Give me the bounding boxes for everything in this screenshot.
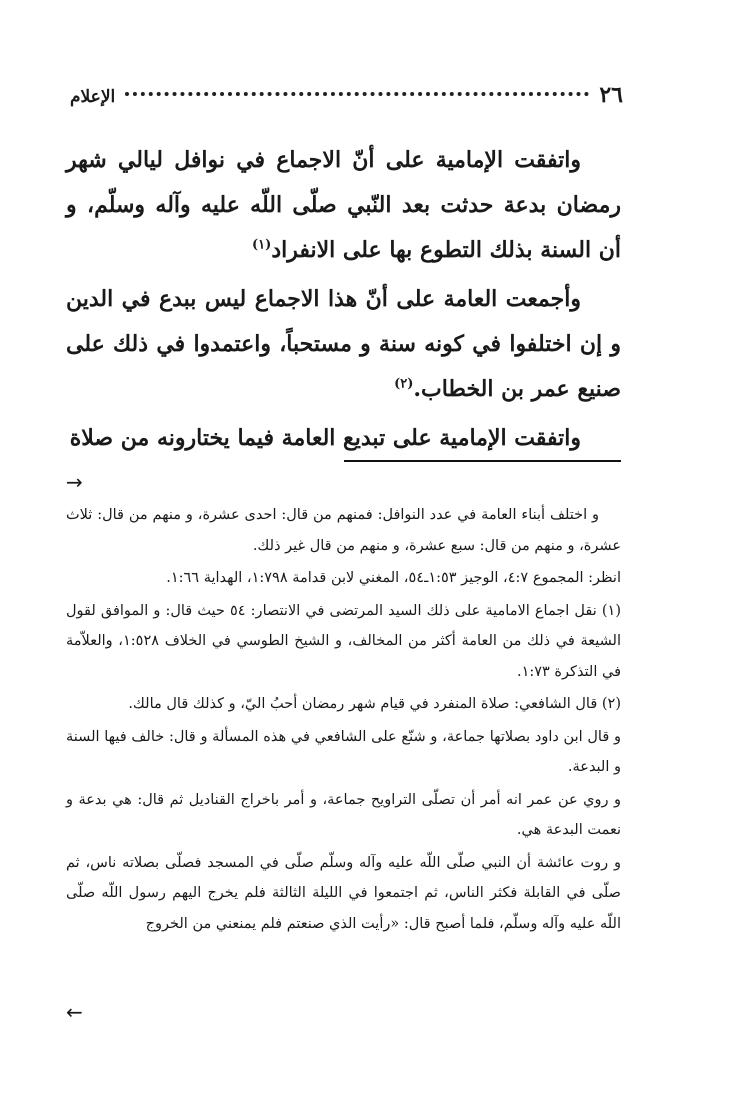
header-dotted-leader (125, 92, 589, 96)
footnote: انظر: المجموع ٤:٧، الوجيز ١:٥٣ـ٥٤، المغني لابن قدامة ١:٧٩٨، الهداية ١:٦٦. (166, 570, 621, 586)
footnote-ref: (٢) (394, 376, 414, 392)
footnote-continued-arrow: → (66, 470, 83, 494)
main-text (66, 138, 621, 465)
page-number: ٢٦ (599, 82, 623, 108)
paragraph-text: وأجمعت العامة على أنّ هذا الاجماع ليس ببدع في الدين و إن اختلفوا في كونه سنة و مستحباً، واعتمدوا في ذلك على صنيع عمر بن الخطاب. (66, 286, 621, 402)
paragraph-text: واتفقت الإمامية على تبديع العامة فيما يختارونه من صلاة (69, 425, 581, 451)
footnotes (66, 500, 621, 941)
paragraph (66, 277, 621, 412)
paragraph (66, 416, 621, 461)
paragraph-text: واتفقت الإمامية على أنّ الاجماع في نوافل ليالي شهر رمضان بدعة حدثت بعد النّبي صلّى اللّه عليه وآله وسلّم، و أن السنة بذلك التطوع بها على الانفراد (66, 147, 621, 263)
paragraph (66, 138, 621, 273)
footnote-separator (344, 460, 621, 462)
running-title: الإعلام (70, 87, 116, 107)
footnote: و روت عائشة أن النبي صلّى اللّه عليه وآله وسلّم صلّى في المسجد فصلّى بصلاته ناس، ثم صلّى في القابلة فكثر الناس، ثم اجتمعوا في الليلة الثالثة فلم يخرج اليهم رسول اللّه صلّى اللّه عليه وآله وسلّم، فلما أصبح قال: «رأيت الذي صنعتم فلم يمنعني من الخروج (66, 854, 621, 932)
footnote: و روي عن عمر انه أمر أن تصلّى التراويح جماعة، و أمر باخراج القناديل ثم قال: هي بدعة و نعمت البدعة هي. (66, 791, 621, 838)
continuation-arrow: ← (66, 1000, 83, 1024)
footnote: و اختلف أبناء العامة في عدد النوافل: فمنهم من قال: احدى عشرة، و منهم من قال: ثلاث عشرة، و منهم من قال: سبع عشرة، و منهم من قال غير ذلك. (66, 507, 621, 554)
page-header (70, 82, 623, 112)
footnote-ref: (١) (252, 237, 272, 253)
footnote: و قال ابن داود بصلاتها جماعة، و شنّع على الشافعي في هذه المسألة و قال: خالف فيها السنة و البدعة. (66, 728, 621, 775)
footnote: (٢) قال الشافعي: صلاة المنفرد في قيام شهر رمضان أحبُ اليّ، و كذلك قال مالك. (128, 696, 621, 712)
footnote: (١) نقل اجماع الامامية على ذلك السيد المرتضى في الانتصار: ٥٤ حيث قال: و الموافق لقول الشيعة في ذلك من العامة أكثر من المخالف، و الشيخ الطوسي في الخلاف ١:٥٢٨، والعلاّمة في التذكرة ١:٧٣. (66, 602, 622, 680)
